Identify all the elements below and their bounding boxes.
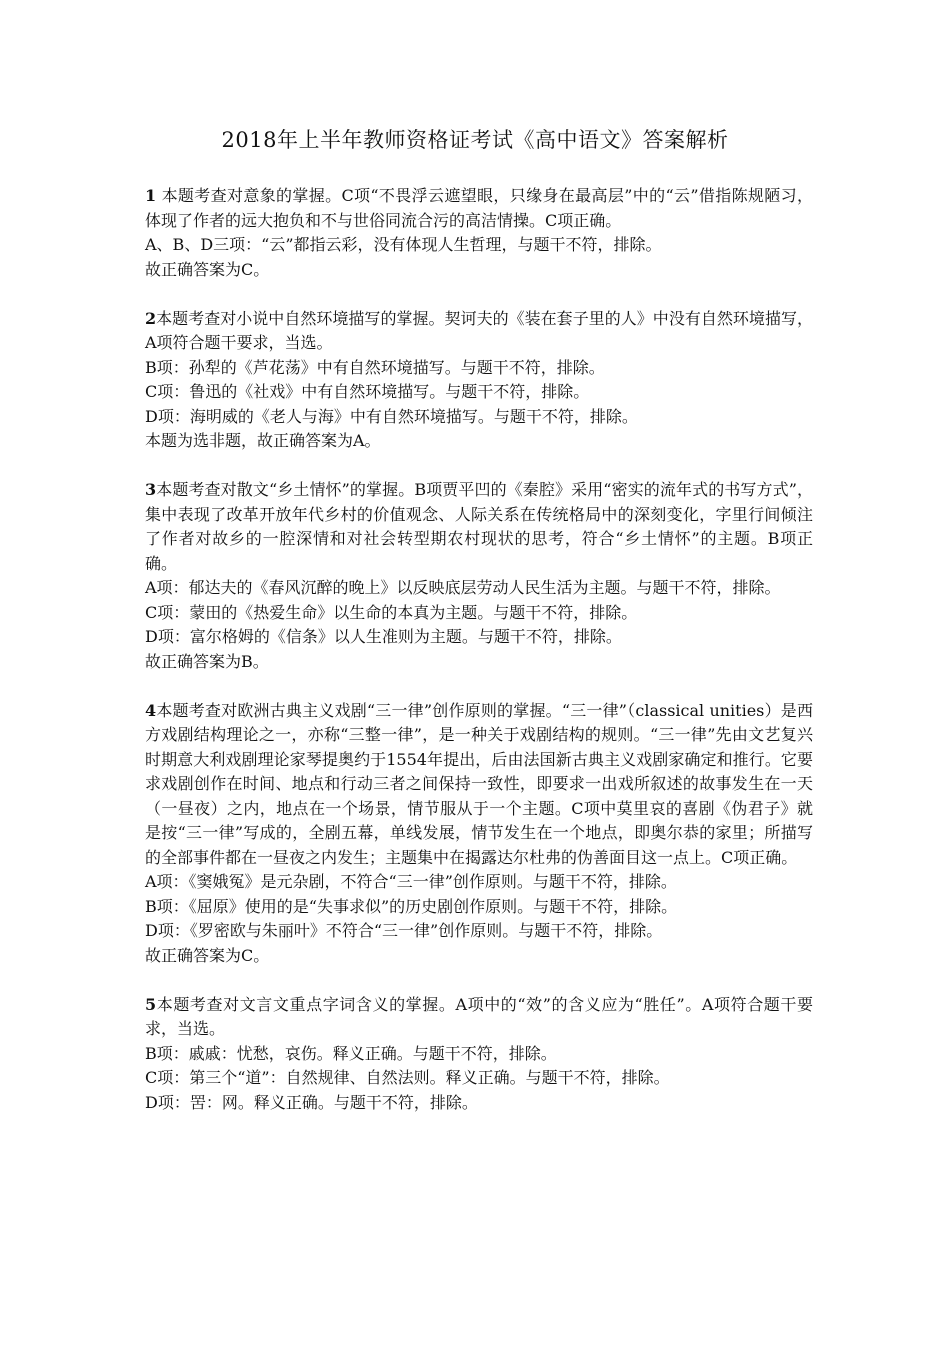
question-paragraph: [145, 307, 813, 356]
question-paragraph: C项：鲁迅的《社戏》中有自然环境描写。与题干不符，排除。: [145, 382, 590, 401]
question-text: 本题考查对欧洲古典主义戏剧“三一律”创作原则的掌握。“三一律”（classical unities）是西方戏剧结构理论之一，亦称“三整一律”，是一种关于戏剧结构的规则。“三一律”先由文艺复兴时期意大利戏剧理论家琴提奥约于1554年提出，后由法国新古典主义戏剧家确定和推行。它要求戏剧创作在时间、地点和行动三者之间保持一致性，即要求一出戏所叙述的故事发生在一天（一昼夜）之内，地点在一个场景，情节服从于一个主题。C项中莫里哀的喜剧《伪君子》就是按“三一律”写成的，全剧五幕，单线发展，情节发生在一个地点，即奥尔恭的家里；所描写的全部事件都在一昼夜之内发生；主题集中在揭露达尔杜弗的伪善面目这一点上。C项正确。: [145, 700, 813, 867]
question-paragraph: [145, 699, 813, 871]
question-number: 2: [145, 308, 157, 328]
question-paragraph: B项：戚戚：忧愁，哀伤。释义正确。与题干不符，排除。: [145, 1043, 557, 1063]
question-paragraph: [145, 478, 813, 576]
question-number: 4: [145, 700, 157, 720]
question-paragraph: A项：《窦娥冤》是元杂剧，不符合“三一律”创作原则。与题干不符，排除。: [145, 872, 677, 891]
question-paragraph: D项：《罗密欧与朱丽叶》不符合“三一律”创作原则。与题干不符，排除。: [145, 921, 663, 940]
question-answer: 故正确答案为C。: [145, 259, 270, 279]
question-paragraph: A、B、D三项：“云”都指云彩，没有体现人生哲理，与题干不符，排除。: [145, 235, 662, 254]
question-paragraph: A项：郁达夫的《春风沉醉的晚上》以反映底层劳动人民生活为主题。与题干不符，排除。: [145, 578, 781, 597]
question-answer: 故正确答案为B。: [145, 651, 269, 671]
question-paragraph: B项：《屈原》使用的是“失事求似”的历史剧创作原则。与题干不符，排除。: [145, 896, 678, 916]
question-text: 本题考查对文言文重点字词含义的掌握。A项中的“效”的含义应为“胜任”。A项符合题干要求，当选。: [145, 994, 813, 1038]
question-paragraph: D项：罟：网。释义正确。与题干不符，排除。: [145, 1092, 478, 1112]
question-block-3: [145, 478, 813, 674]
document-title: 2018年上半年教师资格证考试《高中语文》答案解析: [221, 128, 729, 152]
answer-analysis-body: [145, 184, 813, 1140]
question-paragraph: D项：富尔格姆的《信条》以人生准则为主题。与题干不符，排除。: [145, 627, 622, 646]
question-paragraph: [145, 184, 813, 233]
question-number: 5: [145, 994, 157, 1014]
question-number: 3: [145, 480, 157, 499]
question-paragraph: [145, 993, 813, 1042]
question-answer: 故正确答案为C。: [145, 945, 270, 965]
question-paragraph: D项：海明威的《老人与海》中有自然环境描写。与题干不符，排除。: [145, 406, 638, 426]
question-text: 本题考查对小说中自然环境描写的掌握。契诃夫的《装在套子里的人》中没有自然环境描写，A项符合题干要求，当选。: [145, 308, 813, 352]
question-number: 1: [145, 186, 157, 205]
question-block-2: [145, 307, 813, 454]
question-paragraph: B项：孙犁的《芦花荡》中有自然环境描写。与题干不符，排除。: [145, 357, 605, 377]
question-paragraph: C项：蒙田的《热爱生命》以生命的本真为主题。与题干不符，排除。: [145, 602, 638, 622]
question-text: 本题考查对意象的掌握。C项“不畏浮云遮望眼，只缘身在最高层”中的“云”借指陈规陋习，体现了作者的远大抱负和不与世俗同流合污的高洁情操。C项正确。: [145, 186, 813, 230]
question-answer: 本题为选非题，故正确答案为A。: [145, 431, 381, 450]
question-paragraph: C项：第三个“道”：自然规律、自然法则。释义正确。与题干不符，排除。: [145, 1068, 670, 1087]
question-block-5: [145, 993, 813, 1116]
question-text: 本题考查对散文“乡土情怀”的掌握。B项贾平凹的《秦腔》采用“密实的流年式的书写方式”，集中表现了改革开放年代乡村的价值观念、人际关系在传统格局中的深刻变化，字里行间倾注了作者对故乡的一腔深情和对社会转型期农村现状的思考，符合“乡土情怀”的主题。B项正确。: [145, 480, 813, 573]
question-block-4: [145, 699, 813, 969]
question-block-1: [145, 184, 813, 282]
